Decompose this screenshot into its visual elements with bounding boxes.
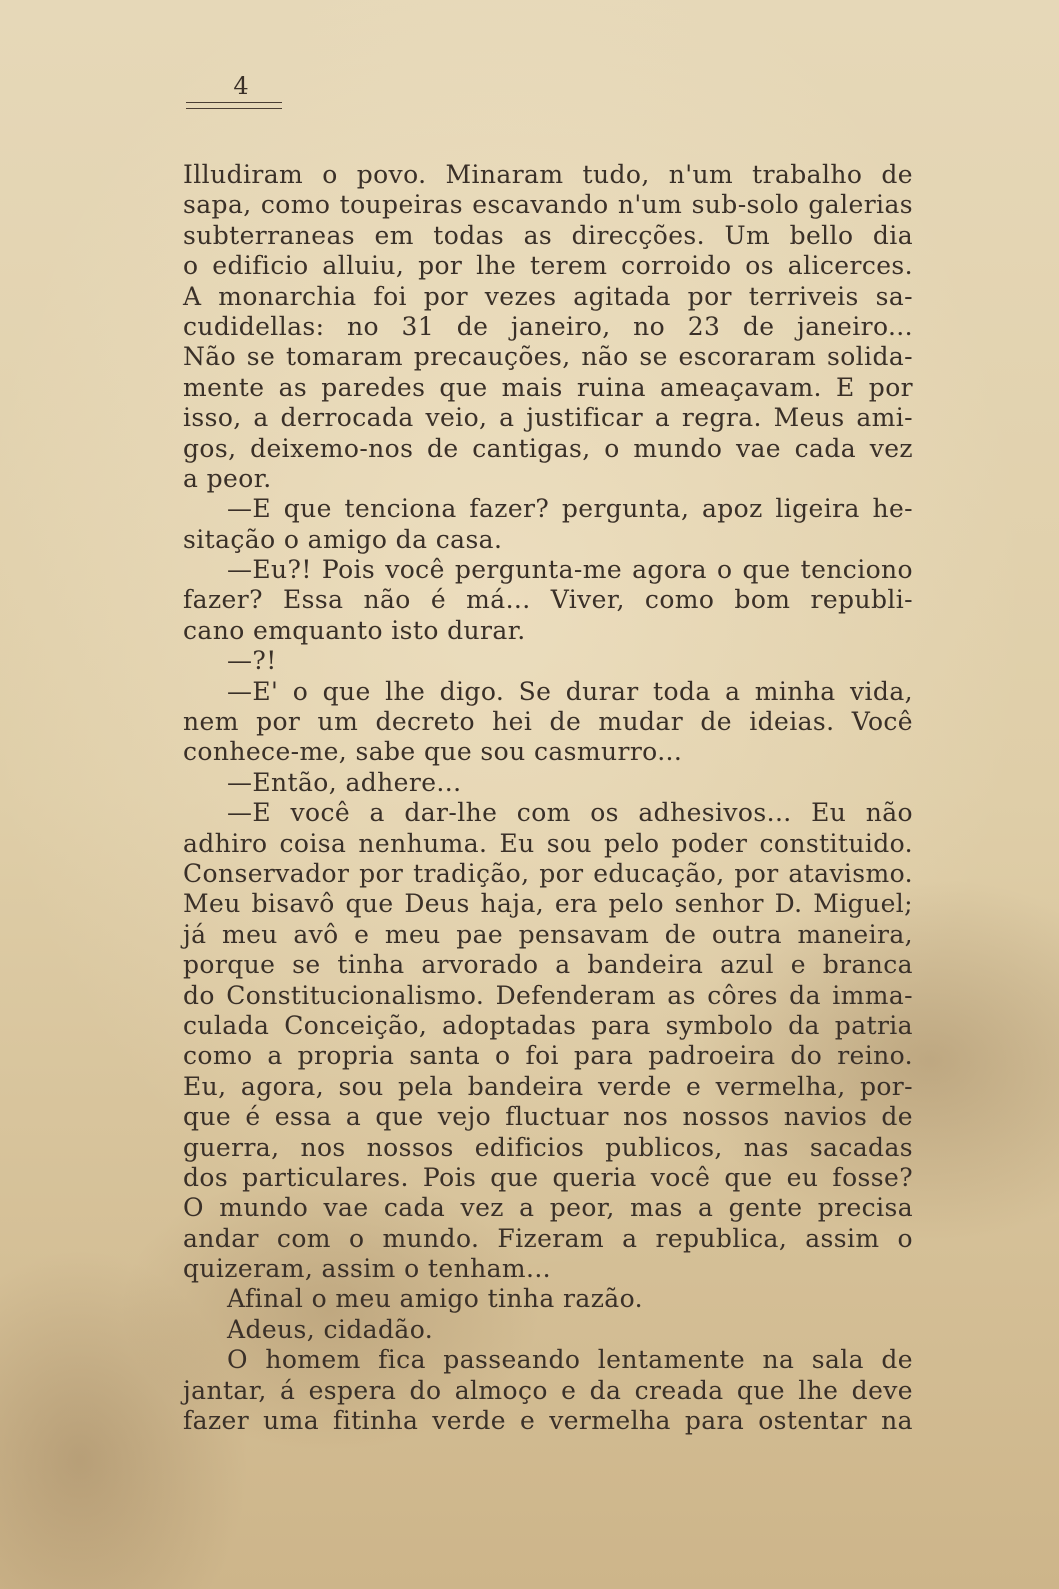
text-line: sapa, como toupeiras escavando n'um sub-solo galerias [183, 190, 913, 220]
dialogue-line: —E que tenciona fazer? pergunta, apoz ligeira he- [227, 494, 913, 524]
text-line: Illudiram o povo. Minaram tudo, n'um trabalho de [183, 160, 913, 189]
text-line: Adeus, cidadão. [227, 1314, 434, 1344]
text-line: Meu bisavô que Deus haja, era pelo senhor D. Miguel; [183, 889, 913, 919]
dialogue-line: —E você a dar-lhe com os adhesivos... Eu não [227, 798, 913, 828]
text-line: a peor. [183, 463, 272, 493]
text-line: o edificio alluiu, por lhe terem corroido os alicerces. [183, 251, 913, 281]
text-line: fazer? Essa não é má... Viver, como bom republi- [183, 585, 913, 615]
text-line: sitação o amigo da casa. [183, 524, 503, 554]
text-line: Afinal o meu amigo tinha razão. [227, 1284, 643, 1314]
text-line: andar com o mundo. Fizeram a republica, assim o [183, 1223, 913, 1253]
body-text [183, 160, 913, 1436]
text-line: que é essa a que vejo fluctuar nos nossos navios de [183, 1102, 913, 1132]
header-double-rule [186, 102, 282, 109]
page-number: 4 [233, 72, 249, 100]
text-line: jantar, á espera do almoço e da creada que lhe deve [183, 1375, 913, 1405]
dialogue-line: —?! [227, 646, 277, 676]
text-line: dos particulares. Pois que queria você que eu fosse? [183, 1162, 913, 1192]
text-line: Eu, agora, sou pela bandeira verde e vermelha, por- [183, 1071, 913, 1101]
text-line: cudidellas: no 31 de janeiro, no 23 de janeiro... [183, 311, 913, 341]
text-line: Não se tomaram precauções, não se escoraram solida- [183, 342, 913, 372]
text-line: quizeram, assim o tenham... [183, 1254, 552, 1284]
text-line: guerra, nos nossos edificios publicos, nas sacadas [183, 1132, 913, 1162]
text-line: mente as paredes que mais ruina ameaçavam. E por [183, 372, 913, 402]
text-line: adhiro coisa nenhuma. Eu sou pelo poder constituido. [183, 828, 913, 858]
text-line: O homem fica passeando lentamente na sala de [227, 1345, 913, 1375]
dialogue-line: —Eu?! Pois você pergunta-me agora o que tenciono [227, 555, 913, 585]
text-line: subterraneas em todas as direcções. Um bello dia [183, 220, 913, 250]
text-line: culada Conceição, adoptadas para symbolo da patria [183, 1010, 913, 1040]
text-line: fazer uma fitinha verde e vermelha para ostentar na [183, 1406, 913, 1436]
dialogue-line: —E' o que lhe digo. Se durar toda a minha vida, [227, 676, 913, 706]
text-line: O mundo vae cada vez a peor, mas a gente precisa [183, 1193, 913, 1223]
dialogue-line: —Então, adhere... [227, 767, 462, 797]
text-line: porque se tinha arvorado a bandeira azul e branca [183, 950, 913, 980]
text-line: A monarchia foi por vezes agitada por terriveis sa- [183, 281, 913, 311]
text-line: cano emquanto isto durar. [183, 615, 526, 645]
text-line: conhece-me, sabe que sou casmurro... [183, 737, 683, 767]
text-line: já meu avô e meu pae pensavam de outra maneira, [183, 919, 913, 949]
text-line: como a propria santa o foi para padroeira do reino. [183, 1041, 913, 1071]
text-line: Conservador por tradição, por educação, por atavismo. [183, 858, 913, 888]
text-line: nem por um decreto hei de mudar de ideias. Você [183, 707, 913, 737]
text-line: do Constitucionalismo. Defenderam as côres da imma- [183, 980, 913, 1010]
text-line: isso, a derrocada veio, a justificar a regra. Meus ami- [183, 403, 913, 433]
text-line: gos, deixemo-nos de cantigas, o mundo vae cada vez [183, 433, 913, 463]
